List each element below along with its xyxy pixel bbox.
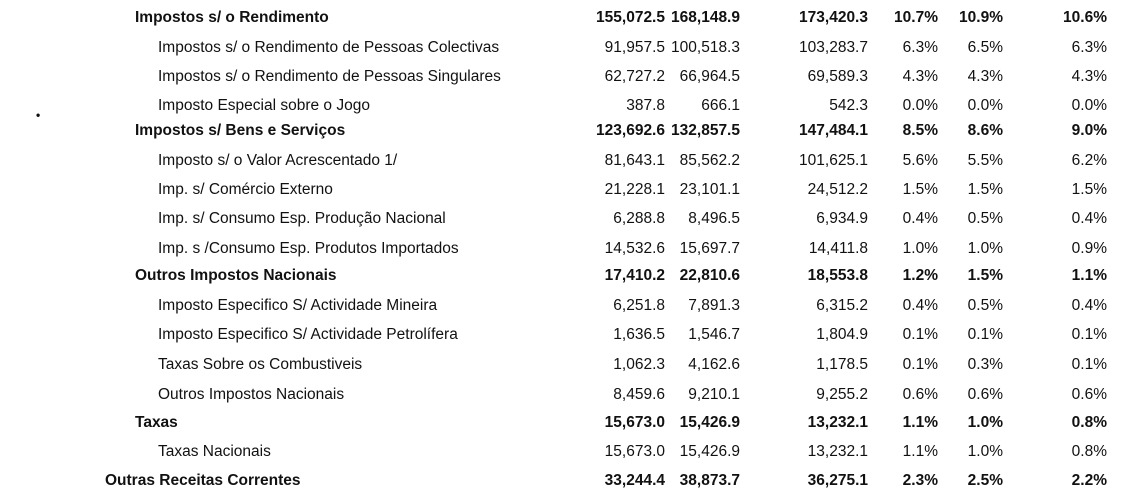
value-cell: 0.6% xyxy=(1071,386,1107,403)
table-row xyxy=(0,3,1140,32)
value-cell: 155,072.5 xyxy=(596,9,665,26)
value-cell: 24,512.2 xyxy=(807,181,868,198)
value-cell: 2.5% xyxy=(967,472,1003,489)
value-cell: 8.5% xyxy=(902,122,938,139)
value-cell: 666.1 xyxy=(701,97,740,114)
row-label: Imposto s/ o Valor Acrescentado 1/ xyxy=(158,152,398,169)
value-cell: 0.4% xyxy=(902,297,938,314)
value-cell: 1,636.5 xyxy=(613,326,665,343)
value-cell: 6.5% xyxy=(967,39,1003,56)
value-cell: 5.5% xyxy=(967,152,1003,169)
value-cell: 0.1% xyxy=(902,356,938,373)
table-row xyxy=(0,116,1140,145)
value-cell: 15,426.9 xyxy=(679,414,740,431)
row-label: Imp. s /Consumo Esp. Produtos Importados xyxy=(158,240,459,257)
value-cell: 1,062.3 xyxy=(613,356,665,373)
value-cell: 0.0% xyxy=(902,97,938,114)
value-cell: 0.1% xyxy=(1071,356,1107,373)
table-row xyxy=(0,408,1140,437)
row-label: Outros Impostos Nacionais xyxy=(135,267,337,284)
value-cell: 147,484.1 xyxy=(799,122,868,139)
value-cell: 10.9% xyxy=(959,9,1003,26)
value-cell: 2.2% xyxy=(1071,472,1107,489)
value-cell: 4,162.6 xyxy=(688,356,740,373)
table-row xyxy=(0,466,1140,495)
row-label: Imposto Especifico S/ Actividade Mineira xyxy=(158,297,438,314)
value-cell: 123,692.6 xyxy=(596,122,665,139)
value-cell: 0.1% xyxy=(1071,326,1107,343)
value-cell: 66,964.5 xyxy=(679,68,740,85)
value-cell: 10.7% xyxy=(894,9,938,26)
table-row xyxy=(0,62,1140,91)
value-cell: 13,232.1 xyxy=(807,443,868,460)
row-label: Impostos s/ o Rendimento xyxy=(135,9,329,26)
value-cell: 1.0% xyxy=(967,240,1003,257)
value-cell: 168,148.9 xyxy=(671,9,740,26)
value-cell: 10.6% xyxy=(1063,9,1107,26)
row-label: Taxas xyxy=(135,414,178,431)
row-label: Impostos s/ o Rendimento de Pessoas Colectivas xyxy=(158,39,500,56)
value-cell: 1.2% xyxy=(902,267,938,284)
value-cell: 0.9% xyxy=(1071,240,1107,257)
value-cell: 0.8% xyxy=(1071,414,1107,431)
table-row xyxy=(0,437,1140,466)
value-cell: 173,420.3 xyxy=(799,9,868,26)
value-cell: 5.6% xyxy=(902,152,938,169)
value-cell: 0.0% xyxy=(967,97,1003,114)
scan-mark: • xyxy=(36,108,41,122)
value-cell: 103,283.7 xyxy=(799,39,868,56)
value-cell: 0.6% xyxy=(902,386,938,403)
table-row xyxy=(0,33,1140,62)
value-cell: 4.3% xyxy=(902,68,938,85)
value-cell: 1,546.7 xyxy=(688,326,740,343)
value-cell: 1.0% xyxy=(967,443,1003,460)
table-row xyxy=(0,234,1140,263)
value-cell: 23,101.1 xyxy=(679,181,740,198)
value-cell: 0.5% xyxy=(967,297,1003,314)
value-cell: 0.3% xyxy=(967,356,1003,373)
value-cell: 15,673.0 xyxy=(604,414,665,431)
value-cell: 85,562.2 xyxy=(679,152,740,169)
value-cell: 1.5% xyxy=(1071,181,1107,198)
value-cell: 0.1% xyxy=(967,326,1003,343)
value-cell: 1.1% xyxy=(1071,267,1107,284)
value-cell: 6.2% xyxy=(1071,152,1107,169)
value-cell: 2.3% xyxy=(902,472,938,489)
table-row xyxy=(0,350,1140,379)
value-cell: 9,255.2 xyxy=(816,386,868,403)
row-label: Imp. s/ Comércio Externo xyxy=(158,181,333,198)
row-label: Imposto Especial sobre o Jogo xyxy=(158,97,370,114)
value-cell: 0.4% xyxy=(1071,297,1107,314)
value-cell: 6,934.9 xyxy=(816,210,868,227)
table-row xyxy=(0,380,1140,409)
table-row xyxy=(0,175,1140,204)
row-label: Impostos s/ Bens e Serviços xyxy=(135,122,346,139)
value-cell: 36,275.1 xyxy=(807,472,868,489)
table-row xyxy=(0,146,1140,175)
value-cell: 0.1% xyxy=(902,326,938,343)
value-cell: 0.0% xyxy=(1071,97,1107,114)
value-cell: 4.3% xyxy=(967,68,1003,85)
value-cell: 38,873.7 xyxy=(679,472,740,489)
value-cell: 387.8 xyxy=(626,97,665,114)
row-label: Impostos s/ o Rendimento de Pessoas Singulares xyxy=(158,68,501,85)
value-cell: 6,288.8 xyxy=(613,210,665,227)
value-cell: 9.0% xyxy=(1071,122,1107,139)
value-cell: 9,210.1 xyxy=(688,386,740,403)
value-cell: 132,857.5 xyxy=(671,122,740,139)
value-cell: 18,553.8 xyxy=(807,267,868,284)
value-cell: 101,625.1 xyxy=(799,152,868,169)
value-cell: 1.0% xyxy=(902,240,938,257)
row-label: Imp. s/ Consumo Esp. Produção Nacional xyxy=(158,210,446,227)
value-cell: 6,251.8 xyxy=(613,297,665,314)
value-cell: 1.5% xyxy=(902,181,938,198)
row-label: Outros Impostos Nacionais xyxy=(158,386,345,403)
row-label: Outras Receitas Correntes xyxy=(105,472,301,489)
value-cell: 100,518.3 xyxy=(671,39,740,56)
value-cell: 1.0% xyxy=(967,414,1003,431)
value-cell: 6,315.2 xyxy=(816,297,868,314)
value-cell: 0.4% xyxy=(1071,210,1107,227)
value-cell: 14,411.8 xyxy=(808,240,868,257)
value-cell: 1,178.5 xyxy=(816,356,868,373)
value-cell: 13,232.1 xyxy=(807,414,868,431)
value-cell: 8,459.6 xyxy=(613,386,665,403)
value-cell: 1.1% xyxy=(902,443,938,460)
row-label: Taxas Nacionais xyxy=(158,443,271,460)
value-cell: 22,810.6 xyxy=(679,267,740,284)
value-cell: 15,673.0 xyxy=(604,443,665,460)
value-cell: 15,426.9 xyxy=(679,443,740,460)
value-cell: 4.3% xyxy=(1071,68,1107,85)
value-cell: 69,589.3 xyxy=(807,68,868,85)
table-row xyxy=(0,261,1140,290)
table-row xyxy=(0,320,1140,349)
value-cell: 6.3% xyxy=(902,39,938,56)
value-cell: 7,891.3 xyxy=(688,297,740,314)
value-cell: 15,697.7 xyxy=(679,240,740,257)
value-cell: 62,727.2 xyxy=(604,68,665,85)
value-cell: 542.3 xyxy=(829,97,868,114)
value-cell: 0.6% xyxy=(967,386,1003,403)
value-cell: 14,532.6 xyxy=(604,240,665,257)
table-row xyxy=(0,204,1140,233)
value-cell: 6.3% xyxy=(1071,39,1107,56)
value-cell: 1,804.9 xyxy=(816,326,868,343)
value-cell: 91,957.5 xyxy=(604,39,665,56)
value-cell: 0.4% xyxy=(902,210,938,227)
value-cell: 8.6% xyxy=(967,122,1003,139)
value-cell: 8,496.5 xyxy=(688,210,740,227)
value-cell: 0.5% xyxy=(967,210,1003,227)
row-label: Taxas Sobre os Combustiveis xyxy=(158,356,363,373)
value-cell: 1.5% xyxy=(967,267,1003,284)
value-cell: 33,244.4 xyxy=(604,472,665,489)
row-label: Imposto Especifico S/ Actividade Petrolífera xyxy=(158,326,458,343)
value-cell: 81,643.1 xyxy=(604,152,665,169)
value-cell: 0.8% xyxy=(1071,443,1107,460)
value-cell: 1.1% xyxy=(902,414,938,431)
value-cell: 1.5% xyxy=(967,181,1003,198)
value-cell: 17,410.2 xyxy=(604,267,665,284)
table-row xyxy=(0,291,1140,320)
value-cell: 21,228.1 xyxy=(604,181,665,198)
